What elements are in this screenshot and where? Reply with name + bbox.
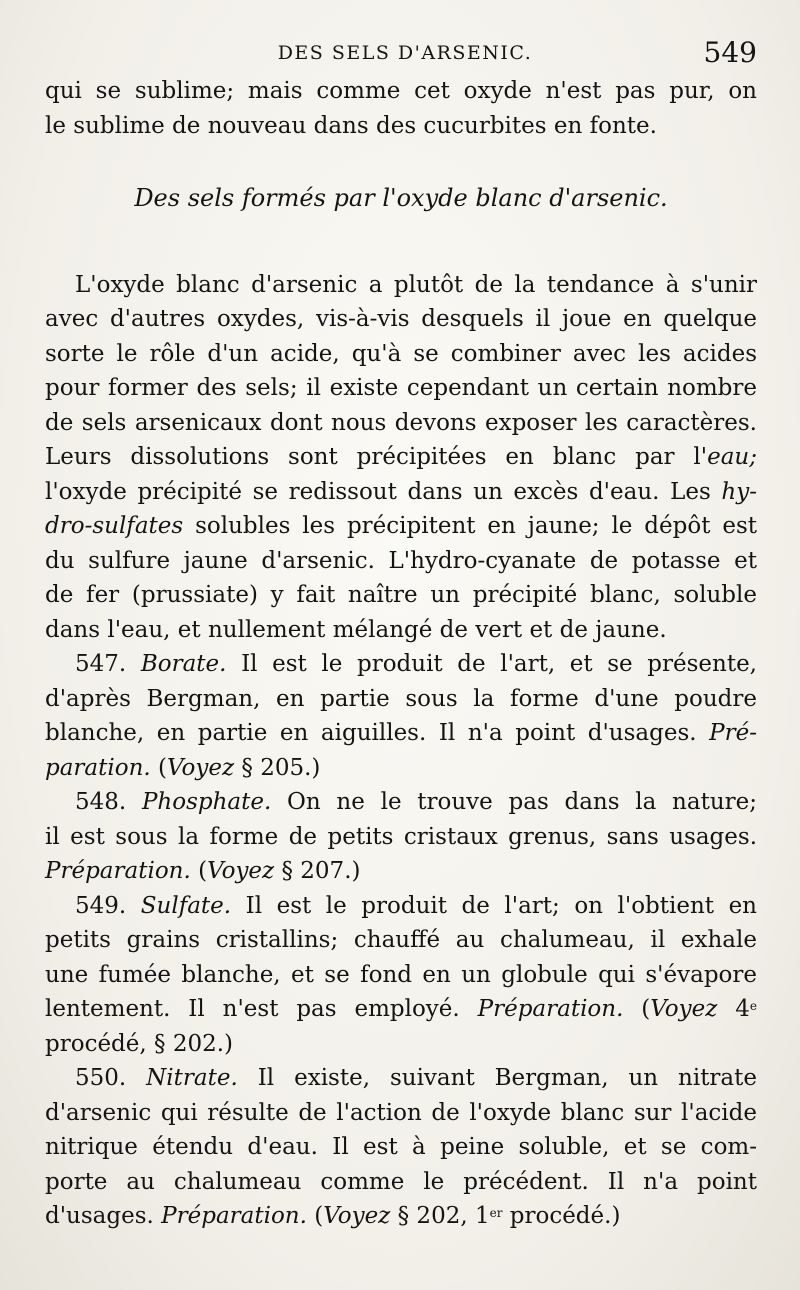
entry-phosphate [45,785,757,889]
italic-term: Préparation. [161,1203,307,1229]
text-run: § 202, 1 [390,1203,490,1229]
entry-number: 550. [75,1065,127,1091]
text-line: nitrique étendu d'eau. Il est à peine soluble, et se com- [45,1134,757,1160]
text-line: dans l'eau, et nullement mélangé de vert et de jaune. [45,616,667,643]
text-line: il est sous la forme de petits cristaux grenus, sans usages. [45,823,757,850]
text-run: procédé.) [502,1203,621,1229]
text-line: L'oxyde blanc d'arsenic a plutôt de la tendance à s'unir [75,271,757,298]
text-run: Il est le produit de l'art, et se présente, [226,651,757,677]
general-paragraph [45,268,757,648]
text-run: 4 [717,996,750,1022]
entry-name: Nitrate. [146,1065,238,1091]
intro-paragraph [45,74,757,143]
text-line: une fumée blanche, et se fond en un globule qui s'évapore [45,961,757,988]
text-run: § 207.) [274,858,361,884]
text-line [45,785,757,820]
text-line: de fer (prussiate) y fait naître un précipité blanc, soluble [45,582,757,608]
section-heading: Des sels formés par l'oxyde blanc d'arsenic. [134,184,668,212]
superscript: er [489,1206,503,1220]
italic-term: Pré- [709,720,757,746]
text-line: du sulfure jaune d'arsenic. L'hydro-cyanate de potasse et [45,547,757,574]
text-run: On ne le trouve pas dans la nature; [271,789,757,815]
text-line: pour former des sels; il existe cependant un certain nombre [45,375,757,401]
italic-term: dro-sulfates [45,513,184,539]
text-run: § 205.) [234,754,321,781]
text-run: ( [190,858,208,884]
text-line [45,1061,757,1096]
superscript: e [749,999,757,1013]
text-line [45,509,757,544]
text-line: avec d'autres oxydes, vis-à-vis desquels il joue en quelque [45,306,757,332]
entry-sulfate [45,889,757,1062]
text-line: procédé, § 202.) [45,1030,234,1057]
italic-term: paration. [45,754,151,781]
entry-number: 547. [75,651,127,677]
text-run: ( [623,996,651,1022]
text-line [45,889,757,924]
text-line [45,440,757,475]
text-run: ( [150,754,168,781]
italic-term: Voyez [167,754,235,781]
text-line [45,1199,757,1234]
text-run: ( [306,1203,324,1229]
text-line: sorte le rôle d'un acide, qu'à se combiner avec les acides [45,340,757,367]
text-run: lentement. Il n'est pas employé. [45,996,478,1022]
text-run: Leurs dissolutions sont précipitées en blanc par l' [45,444,708,470]
italic-term: Voyez [650,996,718,1022]
entry-number: 549. [75,892,127,919]
italic-term: hy- [721,478,757,505]
text-run: Il existe, suivant Bergman, un nitrate [237,1065,757,1091]
text-run: solubles les précipitent en jaune; le dépôt est [183,513,757,539]
text-line: porte au chalumeau comme le précédent. Il n'a point [45,1168,757,1195]
text-line: d'arsenic qui résulte de l'action de l'oxyde blanc sur l'acide [45,1099,757,1126]
entry-name: Phosphate. [141,789,272,815]
text-line [45,647,757,682]
running-head: DES SELS D'ARSENIC. [277,42,533,64]
text-line: le sublime de nouveau dans des cucurbites en fonte. [45,112,657,139]
page-header [45,36,765,72]
text-line: petits grains cristallins; chauffé au chalumeau, il exhale [45,927,757,953]
text-line: d'après Bergman, en partie sous la forme d'une poudre [45,685,757,712]
text-line [45,854,757,889]
italic-term: Préparation. [477,996,624,1022]
text-line: de sels arsenicaux dont nous devons exposer les caractères. [45,409,757,436]
page-number: 549 [703,36,757,69]
entry-borate [45,647,757,785]
text-run: Il est le produit de l'art; on l'obtient en [231,892,757,919]
entry-name: Sulfate. [140,892,232,919]
text-run: l'oxyde précipité se redissout dans un excès d'eau. Les [45,478,722,505]
italic-term: eau; [707,444,757,470]
text-run: blanche, en partie en aiguilles. Il n'a point d'usages. [45,720,710,746]
text-line [45,992,757,1027]
entry-number: 548. [75,789,127,815]
text-line: qui se sublime; mais comme cet oxyde n'est pas pur, on [45,78,757,104]
entry-name: Borate. [140,651,227,677]
entry-nitrate [45,1061,757,1234]
page-body [45,74,757,1234]
italic-term: Voyez [207,858,275,884]
italic-term: Préparation. [45,858,191,884]
text-line [45,475,757,510]
italic-term: Voyez [323,1203,391,1229]
text-run: d'usages. [45,1203,162,1229]
text-line [45,751,757,786]
text-line [45,716,757,751]
